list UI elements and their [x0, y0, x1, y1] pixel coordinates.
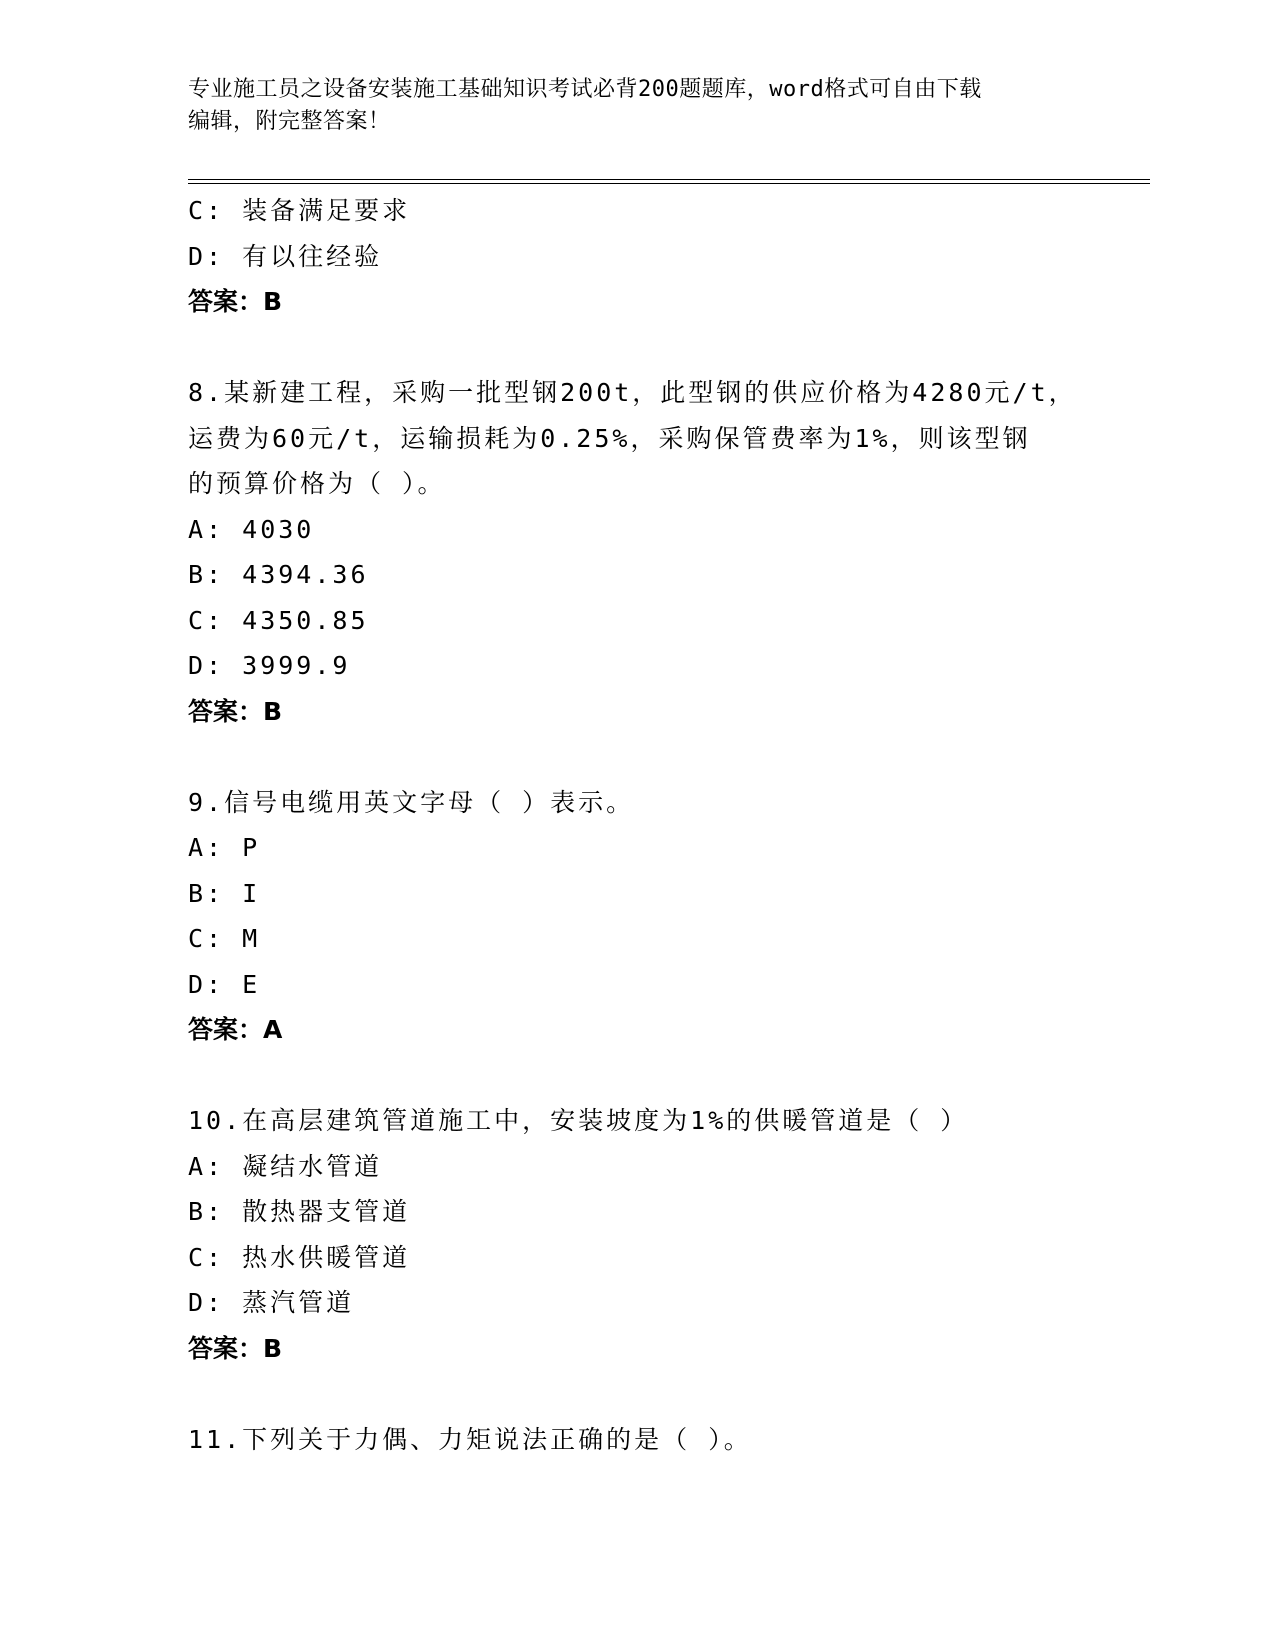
answer-label: 答案：A [188, 1015, 283, 1044]
option-c: C: 装备满足要求 [188, 196, 411, 225]
spacer [188, 1371, 1088, 1417]
option-c: C: 热水供暖管道 [188, 1242, 411, 1272]
answer-label: 答案：B [188, 1333, 283, 1363]
question-stem-line: 运费为60元/t，运输损耗为0.25%，采购保管费率为1%，则该型钢 [188, 423, 1031, 453]
option-b: B: 4394.36 [188, 560, 369, 589]
option-d: D: 3999.9 [188, 651, 351, 680]
header-line-2: 编辑，附完整答案！ [188, 109, 391, 134]
document-header [188, 74, 1088, 138]
question-stem-line: 8.某新建工程，采购一批型钢200t，此型钢的供应价格为4280元/t， [188, 378, 1077, 407]
option-d: D: 有以往经验 [188, 241, 383, 271]
document-body [188, 188, 1088, 1462]
spacer [188, 1053, 1088, 1099]
question-stem-line: 9.信号电缆用英文字母（ ）表示。 [188, 787, 635, 817]
option-a: A: 4030 [188, 514, 315, 544]
spacer [188, 325, 1088, 371]
answer-label: 答案：B [188, 696, 283, 726]
option-b: B: I [188, 878, 261, 908]
option-d: D: E [188, 969, 261, 999]
question-8 [188, 370, 1088, 734]
option-d: D: 蒸汽管道 [188, 1288, 355, 1317]
option-c: C: M [188, 924, 261, 953]
spacer [188, 734, 1088, 780]
question-stem-line: 的预算价格为（ ）。 [188, 469, 446, 498]
question-7-continued [188, 188, 1088, 325]
question-stem-line: 11.下列关于力偶、力矩说法正确的是（ ）。 [188, 1424, 752, 1454]
header-line-1: 专业施工员之设备安装施工基础知识考试必背200题题库，word格式可自由下载 [188, 77, 982, 102]
question-9 [188, 780, 1088, 1053]
option-a: A: 凝结水管道 [188, 1151, 383, 1181]
question-stem-line: 10.在高层建筑管道施工中，安装坡度为1%的供暖管道是（ ） [188, 1106, 969, 1135]
answer-label: 答案：B [188, 287, 283, 316]
question-10 [188, 1098, 1088, 1371]
question-11 [188, 1417, 1088, 1463]
option-c: C: 4350.85 [188, 605, 369, 635]
header-double-rule [188, 179, 1150, 184]
option-b: B: 散热器支管道 [188, 1197, 411, 1226]
option-a: A: P [188, 833, 261, 862]
